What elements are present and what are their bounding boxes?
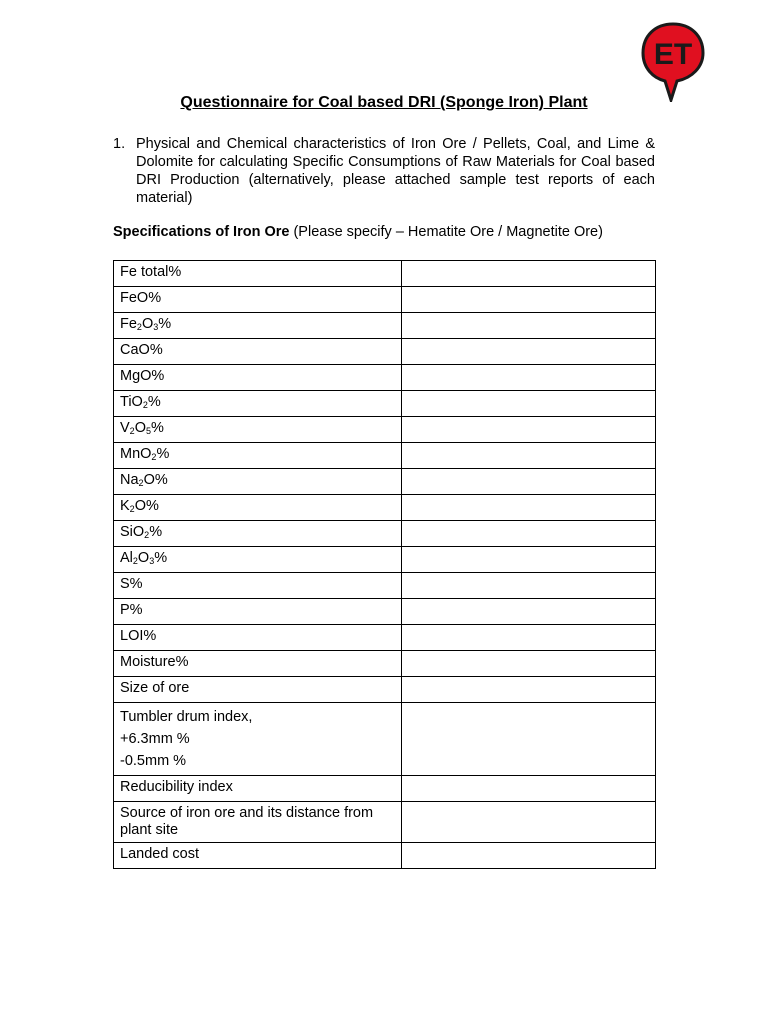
- subscript: 5: [145, 426, 151, 436]
- row-label: Fe total%: [114, 261, 402, 287]
- table-row: [114, 599, 656, 625]
- spec-heading-bold: Specifications of Iron Ore: [113, 224, 290, 240]
- row-label: [114, 391, 402, 417]
- table-row: [114, 625, 656, 651]
- value-cell[interactable]: [402, 703, 656, 776]
- table-row: [114, 573, 656, 599]
- row-label: [114, 417, 402, 443]
- value-cell[interactable]: [402, 313, 656, 339]
- value-cell[interactable]: [402, 677, 656, 703]
- label-part: %: [150, 420, 164, 436]
- row-label: [114, 703, 402, 776]
- label-part: MnO: [120, 446, 152, 462]
- label-part: %: [147, 394, 161, 410]
- value-cell[interactable]: [402, 443, 656, 469]
- subscript: 2: [129, 426, 135, 436]
- label-part: TiO: [120, 394, 143, 410]
- table-row: [114, 469, 656, 495]
- row-label: [114, 495, 402, 521]
- row-label: FeO%: [114, 287, 402, 313]
- table-row: [114, 495, 656, 521]
- label-part: K: [120, 498, 130, 514]
- et-logo: [640, 22, 706, 102]
- label-line: Tumbler drum index,: [120, 709, 253, 725]
- row-label: [114, 521, 402, 547]
- table-row: [114, 703, 656, 776]
- subscript: 2: [151, 452, 157, 462]
- label-part: V: [120, 420, 130, 436]
- row-label: Landed cost: [114, 843, 402, 869]
- table-row: [114, 313, 656, 339]
- row-label: S%: [114, 573, 402, 599]
- value-cell[interactable]: [402, 261, 656, 287]
- row-label: [114, 547, 402, 573]
- value-cell[interactable]: [402, 599, 656, 625]
- subscript: 3: [153, 322, 159, 332]
- question-1: [113, 135, 655, 207]
- table-row: [114, 776, 656, 802]
- subscript: 2: [132, 556, 138, 566]
- row-label: [114, 469, 402, 495]
- value-cell[interactable]: [402, 469, 656, 495]
- row-label: P%: [114, 599, 402, 625]
- row-label: Moisture%: [114, 651, 402, 677]
- table-row: [114, 651, 656, 677]
- subscript: 2: [144, 530, 150, 540]
- row-label: [114, 802, 402, 843]
- value-cell[interactable]: [402, 843, 656, 869]
- value-cell[interactable]: [402, 287, 656, 313]
- label-part: O: [134, 420, 146, 436]
- value-cell[interactable]: [402, 339, 656, 365]
- page-title: Questionnaire for Coal based DRI (Sponge Iron) Plant: [180, 94, 588, 111]
- label-part: %: [149, 524, 163, 540]
- value-cell[interactable]: [402, 573, 656, 599]
- value-cell[interactable]: [402, 417, 656, 443]
- subscript: 2: [136, 322, 142, 332]
- value-cell[interactable]: [402, 521, 656, 547]
- row-label: LOI%: [114, 625, 402, 651]
- label-part: %: [158, 316, 172, 332]
- value-cell[interactable]: [402, 776, 656, 802]
- label-part: %: [154, 550, 168, 566]
- value-cell[interactable]: [402, 625, 656, 651]
- row-label: MgO%: [114, 365, 402, 391]
- table-row: [114, 287, 656, 313]
- question-number: 1.: [113, 136, 126, 152]
- row-label: Reducibility index: [114, 776, 402, 802]
- subscript: 3: [149, 556, 155, 566]
- label-part: Al: [120, 550, 133, 566]
- value-cell[interactable]: [402, 365, 656, 391]
- label-line: -0.5mm %: [120, 753, 187, 769]
- table-row: [114, 547, 656, 573]
- table-row: [114, 677, 656, 703]
- value-cell[interactable]: [402, 651, 656, 677]
- row-label: Size of ore: [114, 677, 402, 703]
- label-part: SiO: [120, 524, 145, 540]
- table-row: [114, 365, 656, 391]
- label-part: Fe: [120, 316, 137, 332]
- label-part: %: [156, 446, 170, 462]
- iron-ore-spec-table: [113, 260, 656, 869]
- logo-text: ET: [653, 38, 693, 71]
- value-cell[interactable]: [402, 391, 656, 417]
- table-row: [114, 521, 656, 547]
- spec-heading: [113, 224, 603, 240]
- label-line: Source of iron ore and its distance from: [120, 805, 374, 821]
- table-row: [114, 843, 656, 869]
- value-cell[interactable]: [402, 547, 656, 573]
- row-label: [114, 313, 402, 339]
- subscript: 2: [129, 504, 135, 514]
- table-row: [114, 261, 656, 287]
- subscript: 2: [142, 400, 148, 410]
- label-part: O: [137, 550, 150, 566]
- row-label: CaO%: [114, 339, 402, 365]
- label-part: O%: [134, 498, 159, 514]
- table-row: [114, 417, 656, 443]
- table-row: [114, 443, 656, 469]
- label-line: +6.3mm %: [120, 731, 190, 747]
- label-part: Na: [120, 472, 139, 488]
- spec-heading-note: (Please specify – Hematite Ore / Magnetite Ore): [289, 224, 603, 240]
- question-text: Physical and Chemical characteristics of Iron Ore / Pellets, Coal, and Lime & Dolomite for calculating Specific Consumptions of Raw Materials for Coal based DRI Production (alternatively, please attached sample test reports of each material): [136, 136, 655, 206]
- value-cell[interactable]: [402, 495, 656, 521]
- row-label: [114, 443, 402, 469]
- subscript: 2: [138, 478, 144, 488]
- table-row: [114, 391, 656, 417]
- table-row: [114, 339, 656, 365]
- label-part: O: [141, 316, 154, 332]
- table-row: [114, 802, 656, 843]
- label-line: plant site: [120, 822, 179, 838]
- value-cell[interactable]: [402, 802, 656, 843]
- label-part: O%: [143, 472, 168, 488]
